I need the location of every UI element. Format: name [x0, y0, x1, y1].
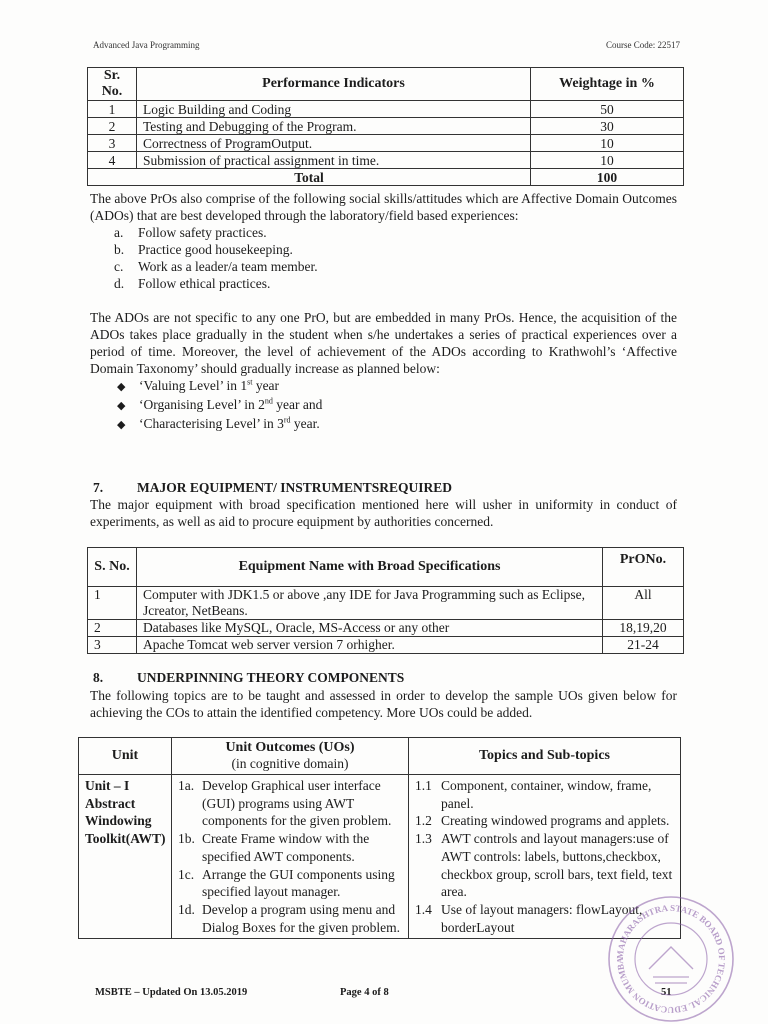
section-title: MAJOR EQUIPMENT/ INSTRUMENTSREQUIRED [137, 480, 453, 495]
cell-s-no: 2 [88, 620, 137, 637]
level-suffix: year. [290, 416, 320, 431]
footer-updated: MSBTE – Updated On 13.05.2019 [95, 987, 248, 998]
section-number: 8. [93, 670, 104, 685]
section-7-intro: The major equipment with broad specification mentioned here will usher in uniformity in conduct of experiments, as well as aid to procure equipment by authorities concerned. [90, 497, 677, 529]
list-item [117, 415, 677, 434]
topic-id: 1.4 [415, 901, 432, 917]
cell-equipment: Apache Tomcat web server version 7 orhigher. [137, 637, 603, 654]
footer-sheet-number: 51 [661, 987, 672, 998]
outcome-text: Develop a program using menu and Dialog Boxes for the given problem. [202, 901, 400, 935]
cell-indicator: Correctness of ProgramOutput. [137, 135, 531, 152]
cell-s-no: 1 [88, 587, 137, 620]
list-marker: d. [114, 276, 125, 291]
list-item [114, 258, 677, 275]
col-header-unit: Unit [79, 738, 172, 775]
table-header-row [88, 68, 684, 101]
section-number: 7. [93, 480, 104, 495]
list-item [117, 377, 677, 396]
list-text: Work as a leader/a team member. [138, 259, 318, 274]
cell-sr-no: 4 [88, 152, 137, 169]
cell-pro-no: All [603, 587, 684, 620]
level-ordinal: nd [264, 396, 273, 406]
cell-indicator: Logic Building and Coding [137, 101, 531, 118]
table-row [88, 152, 684, 169]
topic-text: Component, container, window, frame, panel. [441, 778, 652, 811]
header-course-title: Advanced Java Programming [93, 40, 200, 50]
topic-id: 1.3 [415, 831, 432, 847]
cell-pro-no: 18,19,20 [603, 620, 684, 637]
list-text: Follow safety practices. [138, 225, 267, 240]
table-header-row [79, 738, 681, 775]
table-row [88, 587, 684, 620]
bullet-icon: ◆ [117, 419, 126, 431]
section-7-heading [93, 480, 452, 496]
bullet-icon: ◆ [117, 400, 126, 412]
cell-weightage: 30 [531, 118, 684, 135]
ado-paragraph: The ADOs are not specific to any one PrO, but are embedded in many PrOs. Hence, the acquisition of the ADOs takes place gradually in the student when s/he undertakes a series of practical experiences over a period of time. Moreover, the level of achievement of the ADOs according to Krathwohl’s ‘Affective Domain Taxonomy’ should gradually increase as planned below: [90, 310, 677, 376]
outcome-text: Create Frame window with the specified AWT components. [202, 831, 370, 864]
list-item [114, 224, 677, 241]
col-header-s-no: S. No. [88, 548, 137, 587]
list-marker: b. [114, 242, 125, 257]
col-header-sr-no: Sr. No. [88, 68, 137, 101]
outcome-item [178, 830, 402, 865]
outcome-id: 1a. [178, 778, 195, 793]
col-header-weightage: Weightage in % [531, 68, 684, 101]
outcome-text: Arrange the GUI components using specified layout manager. [202, 866, 395, 900]
table-row [88, 118, 684, 135]
level-ordinal: st [247, 377, 253, 387]
outcomes-header-title: Unit Outcomes (UOs) [225, 740, 355, 755]
board-seal-stamp-icon [597, 885, 745, 1023]
level-text: ‘Characterising Level’ in 3 [139, 416, 284, 431]
table-header-row [88, 548, 684, 587]
cell-weightage: 10 [531, 135, 684, 152]
topic-id: 1.1 [415, 778, 432, 793]
section-8-heading [93, 670, 404, 686]
cell-sr-no: 3 [88, 135, 137, 152]
total-label: Total [88, 169, 531, 186]
col-header-equipment: Equipment Name with Broad Specifications [137, 548, 603, 587]
outcome-id: 1b. [178, 831, 195, 847]
performance-indicators-table [87, 67, 684, 186]
level-text: ‘Valuing Level’ in 1 [139, 378, 248, 393]
ado-section [90, 190, 677, 434]
col-header-outcomes [172, 738, 409, 775]
cell-weightage: 50 [531, 101, 684, 118]
outcome-id: 1c. [178, 866, 195, 882]
list-item [114, 275, 677, 292]
section-8-intro: The following topics are to be taught and assessed in order to develop the sample UOs given below for achieving the COs to attain the identified competency. More UOs could be added. [90, 688, 677, 720]
topic-id: 1.2 [415, 813, 432, 829]
table-total-row [88, 169, 684, 186]
cell-s-no: 3 [88, 637, 137, 654]
topic-item [415, 812, 674, 830]
level-text: ‘Organising Level’ in 2 [139, 397, 265, 412]
unit-outcomes-table [78, 737, 681, 939]
col-header-pro-no: PrONo. [603, 548, 684, 587]
table-row [88, 101, 684, 118]
col-header-indicator: Performance Indicators [137, 68, 531, 101]
cell-sr-no: 1 [88, 101, 137, 118]
topic-item [415, 777, 674, 812]
unit-name: Unit – I Abstract Windowing Toolkit(AWT) [79, 775, 172, 939]
list-marker: a. [114, 225, 124, 240]
cell-equipment: Databases like MySQL, Oracle, MS-Access or any other [137, 620, 603, 637]
table-row [88, 620, 684, 637]
footer-page-number: Page 4 of 8 [340, 987, 389, 998]
cell-sr-no: 2 [88, 118, 137, 135]
equipment-table [87, 547, 684, 654]
total-value: 100 [531, 169, 684, 186]
topic-text: AWT controls and layout managers:use of AWT controls: labels, buttons,checkbox, checkbox group, scroll bars, text field, text area. [441, 831, 673, 900]
outcome-text: Develop Graphical user interface (GUI) programs using AWT components for the given problem. [202, 778, 392, 829]
level-ordinal: rd [283, 415, 291, 425]
cell-pro-no: 21-24 [603, 637, 684, 654]
outcomes-cell [172, 775, 409, 939]
cell-indicator: Testing and Debugging of the Program. [137, 118, 531, 135]
ado-list [90, 224, 677, 292]
level-suffix: year and [272, 397, 323, 412]
topic-text: Use of layout managers: flowLayout, borderLayout [441, 901, 643, 935]
list-item [117, 396, 677, 415]
cell-equipment: Computer with JDK1.5 or above ,any IDE for Java Programming such as Eclipse, Jcreator, NetBeans. [137, 587, 603, 620]
outcome-item [178, 866, 402, 901]
outcomes-header-subtitle: (in cognitive domain) [231, 756, 349, 771]
table-row [88, 135, 684, 152]
list-item [114, 241, 677, 258]
list-text: Practice good housekeeping. [138, 242, 293, 257]
table-row [79, 775, 681, 939]
outcome-item [178, 901, 402, 936]
level-suffix: year [252, 378, 280, 393]
stamp-text: MAHARASHTRA STATE BOARD OF TECHNICAL EDUCATION MUMBA [614, 902, 728, 1016]
list-text: Follow ethical practices. [138, 276, 271, 291]
header-course-code: Course Code: 22517 [606, 40, 680, 50]
cell-weightage: 10 [531, 152, 684, 169]
col-header-topics: Topics and Sub-topics [409, 738, 681, 775]
level-list [90, 377, 677, 434]
cell-indicator: Submission of practical assignment in time. [137, 152, 531, 169]
svg-text:MAHARASHTRA STATE BOARD OF TEC [597, 885, 727, 1015]
list-marker: c. [114, 259, 124, 274]
outcome-item [178, 777, 402, 830]
table-row [88, 637, 684, 654]
ado-intro: The above PrOs also comprise of the following social skills/attitudes which are Affective Domain Outcomes (ADOs) that are best developed through the laboratory/field based experiences: [90, 191, 677, 223]
section-title: UNDERPINNING THEORY COMPONENTS [137, 670, 405, 685]
topic-text: Creating windowed programs and applets. [441, 813, 670, 829]
bullet-icon: ◆ [117, 381, 126, 393]
outcome-id: 1d. [178, 901, 195, 917]
